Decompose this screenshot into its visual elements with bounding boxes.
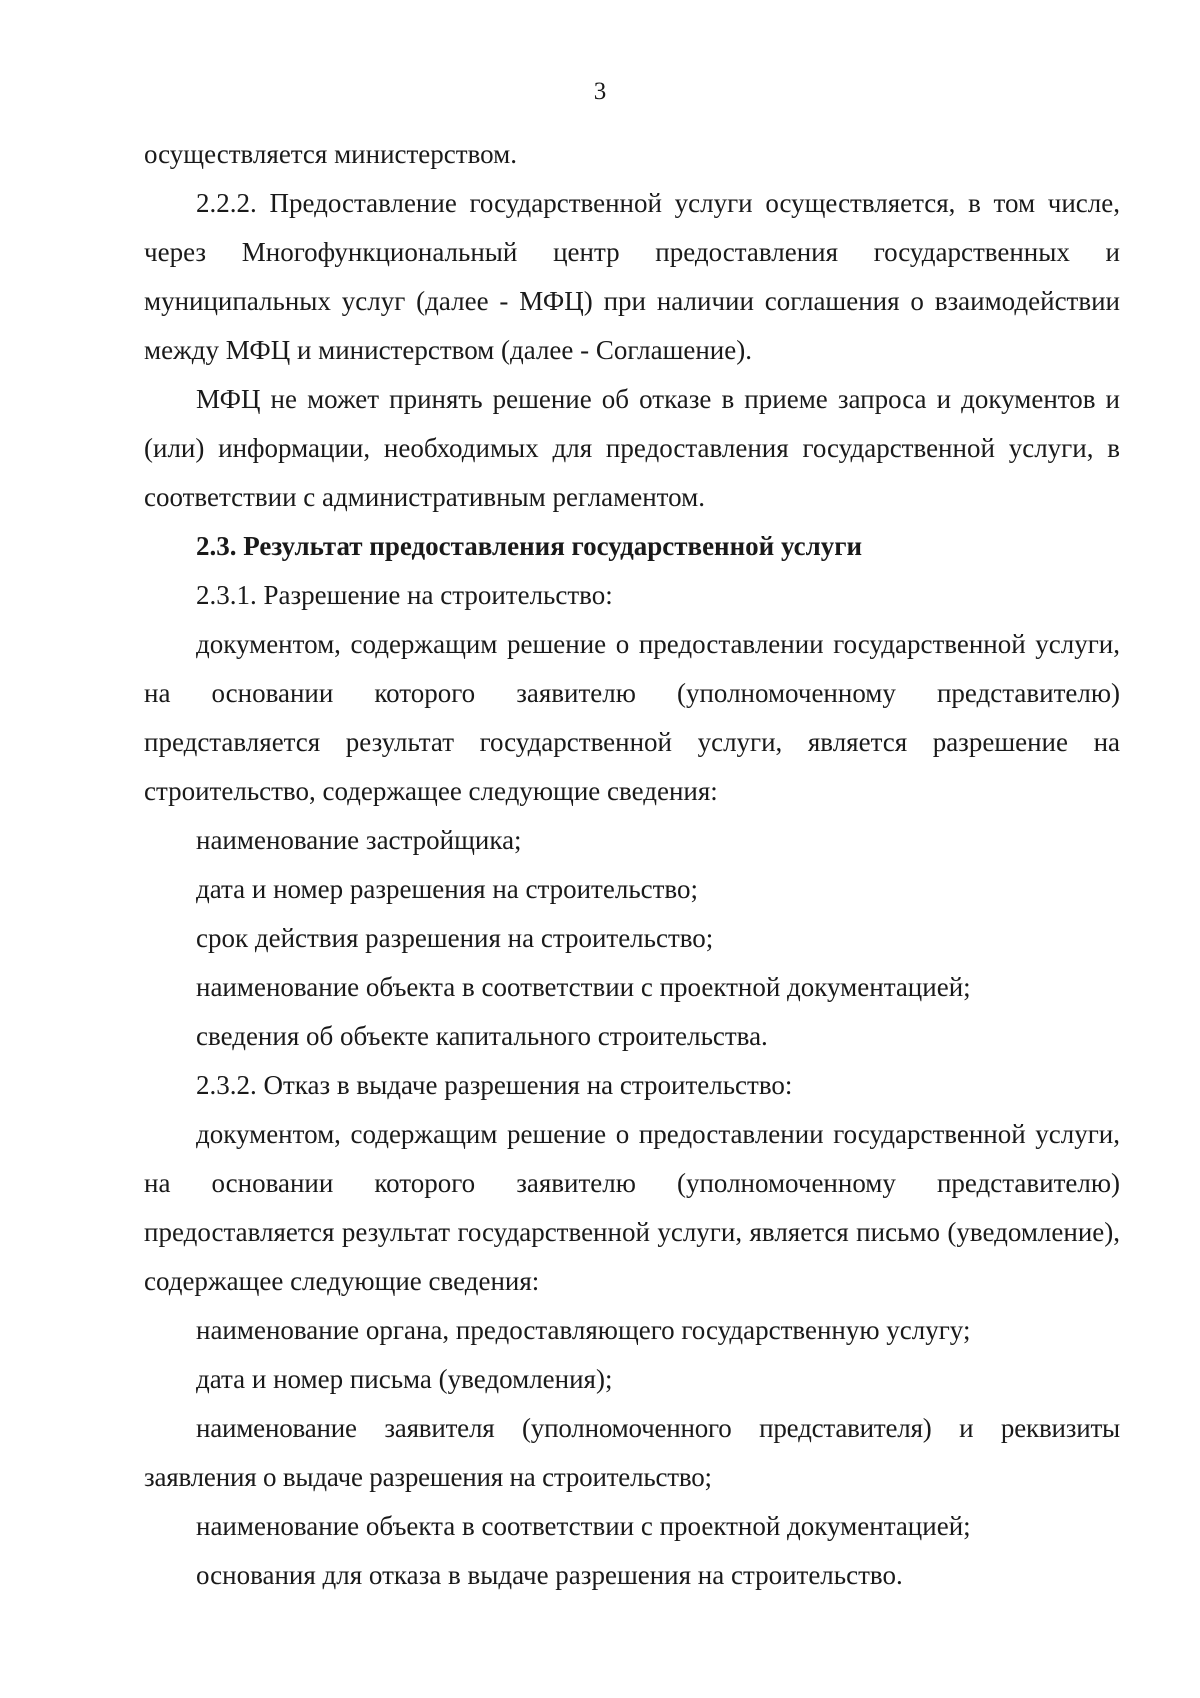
list-item: основания для отказа в выдаче разрешения на строительство.	[196, 1560, 903, 1590]
list-item: наименование объекта в соответствии с проектной документацией;	[196, 972, 971, 1002]
paragraph-permit-document: документом, содержащим решение о предоставлении государственной услуги, на основании которого заявителю (уполномоченному представителю) представляется результат государственной услуги, является разрешение на строительство, содержащее следующие сведения:	[144, 629, 1120, 806]
list-item: наименование заявителя (уполномоченного представителя) и реквизиты заявления о выдаче разрешения на строительство;	[144, 1413, 1120, 1492]
paragraph-2-2-2: 2.2.2. Предоставление государственной услуги осуществляется, в том числе, через Многофункциональный центр предоставления государственных и муниципальных услуг (далее - МФЦ) при наличии соглашения о взаимодействии между МФЦ и министерством (далее - Соглашение).	[144, 188, 1120, 365]
paragraph-2-3-2: 2.3.2. Отказ в выдаче разрешения на строительство:	[196, 1070, 793, 1100]
list-item: наименование органа, предоставляющего государственную услугу;	[196, 1315, 971, 1345]
page-number: 3	[593, 78, 607, 105]
paragraph-continuation: осуществляется министерством.	[144, 139, 517, 169]
paragraph-mfc-refusal: МФЦ не может принять решение об отказе в приеме запроса и документов и (или) информации, необходимых для предоставления государственной услуги, в соответствии с административным регламентом.	[144, 384, 1120, 512]
list-item: дата и номер письма (уведомления);	[196, 1364, 613, 1394]
list-item: срок действия разрешения на строительство;	[196, 923, 714, 953]
list-item: наименование застройщика;	[196, 825, 522, 855]
list-item: дата и номер разрешения на строительство;	[196, 874, 698, 904]
list-item: наименование объекта в соответствии с проектной документацией;	[196, 1511, 971, 1541]
paragraph-refusal-document: документом, содержащим решение о предоставлении государственной услуги, на основании которого заявителю (уполномоченному представителю) предоставляется результат государственной услуги, является письмо (уведомление), содержащее следующие сведения:	[144, 1119, 1120, 1296]
section-heading-2-3: 2.3. Результат предоставления государственной услуги	[196, 531, 863, 561]
list-item: сведения об объекте капитального строительства.	[196, 1021, 768, 1051]
paragraph-2-3-1: 2.3.1. Разрешение на строительство:	[196, 580, 613, 610]
document-body	[144, 130, 1120, 1600]
